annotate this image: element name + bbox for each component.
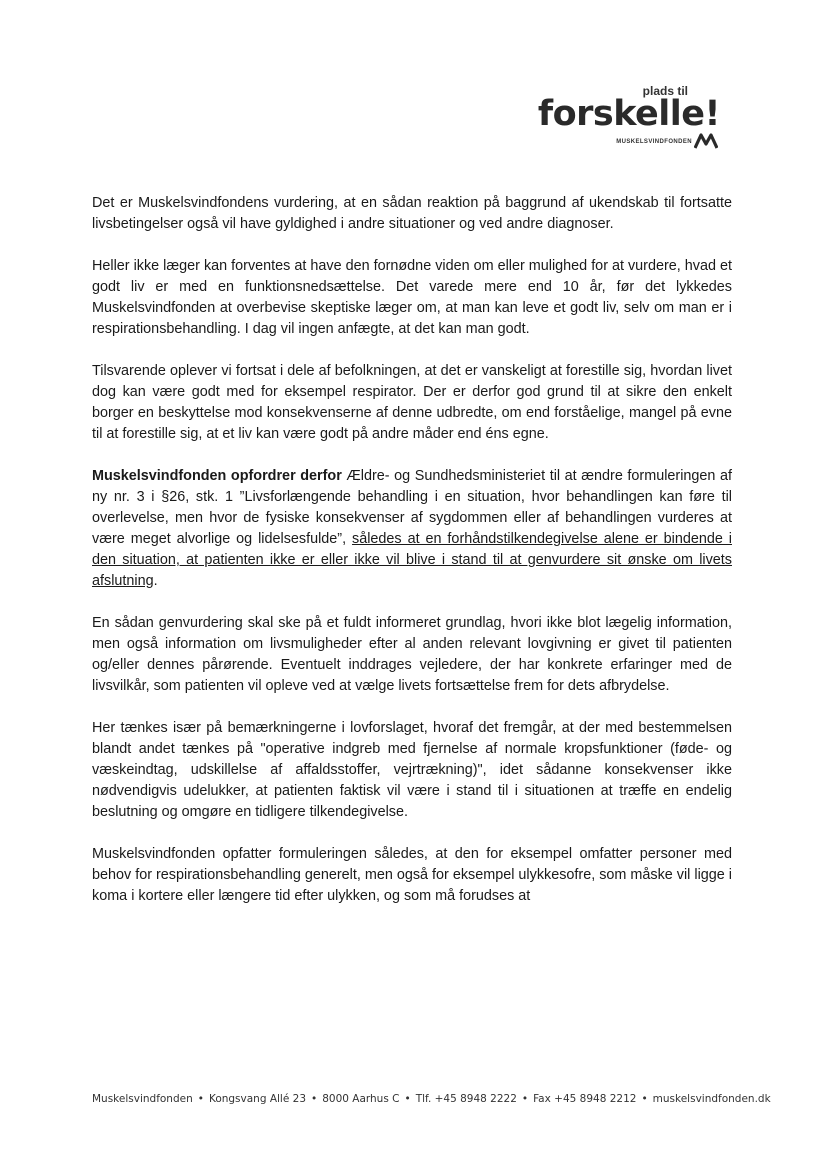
footer-address: Kongsvang Allé 23 (208, 1093, 307, 1105)
paragraph-4-text: Ældre- og Sundhedsministeriet til at ændre formuleringen af ny nr. 3 i §26, stk. 1 ”Livsforlængende behandling i en situation, hvor behandlingen kan føre til overlevelse, men hvor de fysiske konsekvenser af sygdommen eller af behandlingen vurderes at være meget alvorlige og lidelsesfulde”, (92, 468, 732, 547)
paragraph-1: Det er Muskelsvindfondens vurdering, at en sådan reaktion på baggrund af ukendskab til fortsatte livsbetingelser også vil have gyldighed i andre situationer og ved andre diagnoser. (92, 195, 732, 232)
logo (537, 84, 720, 154)
footer-separator: • (521, 1093, 529, 1105)
paragraph-7: Muskelsvindfonden opfatter formuleringen således, at den for eksempel omfatter personer med behov for respirationsbehandling generelt, men også for eksempel ulykkesofre, som måske vil ligge i koma i kortere eller længere tid efter ulykken, og som må forudses at (92, 846, 732, 904)
footer-separator: • (404, 1093, 411, 1105)
paragraph-3: Tilsvarende oplever vi fortsat i dele af befolkningen, at det er vanskeligt at forestille sig, hvordan livet dog kan være godt med for eksempel respirator. Der er derfor god grund til at sikre den enkelt borger en beskyttelse mod konsekvenserne af denne udbredte, om end forståelige, mangel på evne til at forestille sig, at et liv kan være godt på andre måder end éns egne. (92, 363, 732, 442)
footer (92, 1093, 771, 1105)
logo-org-name: MUSKELSVINDFONDEN (616, 139, 692, 145)
footer-fax: Fax +45 8948 2212 (533, 1093, 637, 1105)
footer-city: 8000 Aarhus C (322, 1093, 400, 1105)
paragraph-4 (92, 466, 732, 592)
logo-wordmark: forskelle! (537, 94, 720, 134)
footer-separator: • (197, 1093, 204, 1105)
letter-body (92, 193, 732, 928)
paragraph-4-bold-lead: Muskelsvindfonden opfordrer derfor (92, 468, 342, 484)
footer-phone: Tlf. +45 8948 2222 (415, 1093, 517, 1105)
paragraph-6: Her tænkes især på bemærkningerne i lovforslaget, hvoraf det fremgår, at der med bestemmelsen blandt andet tænkes på "operative indgreb med fjernelse af normale kropsfunktioner (føde- og væskeindtag, udskillelse af affaldsstoffer, vejrtrækning)", idet sådanne konsekvenser ikke nødvendigvis udelukker, at patienten faktisk vil være i stand til i situationen at træffe en endelig beslutning og omgøre en tidligere tilkendegivelse. (92, 720, 732, 820)
footer-separator: • (311, 1093, 318, 1105)
paragraph-5: En sådan genvurdering skal ske på et fuldt informeret grundlag, hvori ikke blot lægelig information, men også information om livsmuligheder efter al anden relevant lovgivning er givet til patienten og/eller dennes pårørende. Eventuelt inddrages vejledere, der har konkrete erfaringer med de livsvilkår, som patienten vil opleve ved at vælge livets fortsættelse frem for dets afbrydelse. (92, 615, 732, 694)
footer-website: muskelsvindfonden.dk (652, 1093, 771, 1105)
m-logo-icon (694, 133, 718, 149)
footer-org: Muskelsvindfonden (92, 1093, 193, 1105)
paragraph-2: Heller ikke læger kan forventes at have den fornødne viden om eller mulighed for at vurdere, hvad et godt liv er med en funktionsnedsættelse. Det varede mere end 10 år, før det lykkedes Muskelsvindfonden at overbevise skeptiske læger om, at man kan leve et godt liv, selv om man er i respirationsbehandling. I dag vil ingen anfægte, at det kan man godt. (92, 258, 732, 337)
footer-separator: • (641, 1093, 648, 1105)
paragraph-4-underlined: således at en forhåndstilkendegivelse alene er bindende i den situation, at patienten ikke er eller ikke vil blive i stand til at genvurdere sit ønske om livets afslutning (92, 531, 732, 589)
paragraph-4-end: . (153, 573, 158, 589)
logo-tagline: plads til (642, 84, 688, 98)
